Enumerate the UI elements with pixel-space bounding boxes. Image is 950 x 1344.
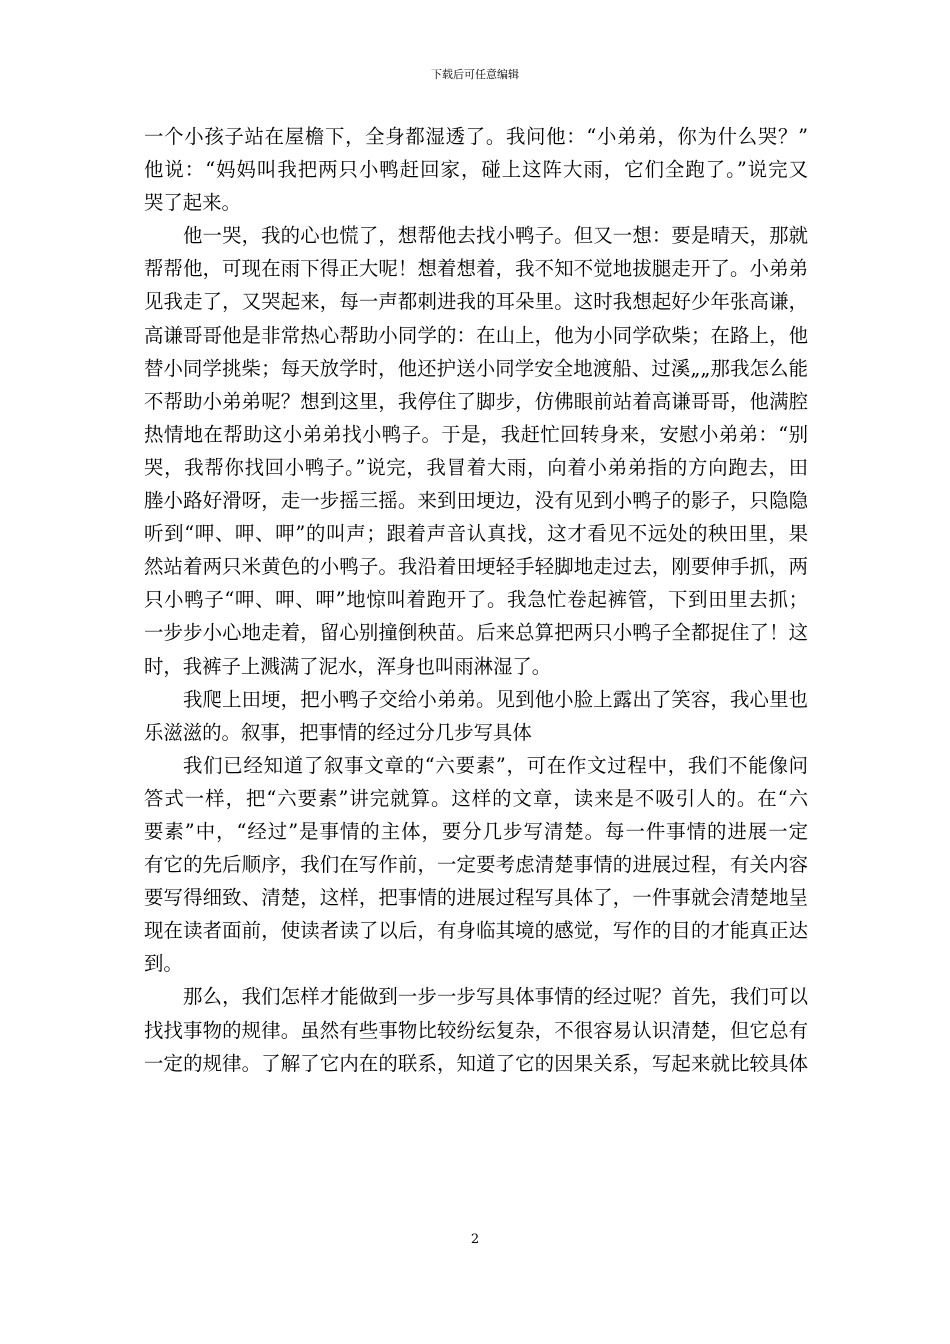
page-header: 下载后可任意编辑 xyxy=(431,68,519,81)
text-line: 热情地在帮助这小弟弟找小鸭子。于是，我赶忙回转身来，安慰小弟弟：“别 xyxy=(144,422,808,446)
text-line: 现在读者面前，使读者读了以后，有身临其境的感觉，写作的目的才能真正达 xyxy=(144,919,808,943)
text-line: 见我走了，又哭起来，每一声都刺进我的耳朵里。这时我想起好少年张高谦， xyxy=(144,290,808,314)
text-line: 听到“呷、呷、呷”的叫声；跟着声音认真找，这才看见不远处的秧田里，果 xyxy=(144,522,808,546)
text-line: 到。 xyxy=(144,952,183,976)
text-line: 要素”中，“经过”是事情的主体，要分几步写清楚。每一件事情的进展一定 xyxy=(144,819,808,843)
text-line: 一个小孩子站在屋檐下，全身都湿透了。我问他：“小弟弟，你为什么哭？” xyxy=(144,125,808,148)
text-line: 只小鸭子“呷、呷、呷”地惊叫着跑开了。我急忙卷起裤管，下到田里去抓； xyxy=(144,588,808,612)
text-line: 要写得细致、清楚，这样，把事情的进展过程写具体了，一件事就会清楚地呈 xyxy=(144,886,808,910)
text-line: 帮帮他，可现在雨下得正大呢！想着想着，我不知不觉地拔腿走开了。小弟弟 xyxy=(144,257,808,281)
text-line: 时，我裤子上溅满了泥水，浑身也叫雨淋湿了。 xyxy=(144,654,552,678)
text-line: 替小同学挑柴；每天放学时，他还护送小同学安全地渡船、过溪„„那我怎么能 xyxy=(144,356,808,380)
text-line: 我们已经知道了叙事文章的“六要素”，可在作文过程中，我们不能像问 xyxy=(183,753,808,777)
text-line: 高谦哥哥他是非常热心帮助小同学的：在山上，他为小同学砍柴；在路上，他 xyxy=(144,323,808,347)
text-line: 一步步小心地走着，留心别撞倒秧苗。后来总算把两只小鸭子全都捉住了！这 xyxy=(144,621,808,645)
text-line: 一定的规律。了解了它内在的联系，知道了它的因果关系，写起来就比较具体 xyxy=(144,1051,808,1075)
text-line: 有它的先后顺序，我们在写作前，一定要考虑清楚事情的进展过程，有关内容 xyxy=(144,853,808,877)
text-line: 然站着两只米黄色的小鸭子。我沿着田埂轻手轻脚地走过去，刚要伸手抓，两 xyxy=(144,555,808,579)
text-line: 他说：“妈妈叫我把两只小鸭赶回家，碰上这阵大雨，它们全跑了。”说完又 xyxy=(144,158,808,182)
document-body xyxy=(144,120,808,1080)
text-line: 乐滋滋的。叙事，把事情的经过分几步写具体 xyxy=(144,720,532,744)
text-line: 塍小路好滑呀，走一步摇三摇。来到田埂边，没有见到小鸭子的影子，只隐隐 xyxy=(144,489,808,513)
text-line: 找找事物的规律。虽然有些事物比较纷纭复杂，不很容易认识清楚，但它总有 xyxy=(144,1018,808,1042)
text-line: 不帮助小弟弟呢？想到这里，我停住了脚步，仿佛眼前站着高谦哥哥，他满腔 xyxy=(144,389,808,413)
text-line: 哭，我帮你找回小鸭子。”说完，我冒着大雨，向着小弟弟指的方向跑去，田 xyxy=(144,455,808,479)
text-line: 那么，我们怎样才能做到一步一步写具体事情的经过呢？首先，我们可以 xyxy=(183,985,808,1009)
text-line: 答式一样，把“六要素”讲完就算。这样的文章，读来是不吸引人的。在“六 xyxy=(144,786,808,810)
text-line: 我爬上田埂，把小鸭子交给小弟弟。见到他小脸上露出了笑容，我心里也 xyxy=(183,687,808,711)
text-line: 他一哭，我的心也慌了，想帮他去找小鸭子。但又一想：要是晴天，那就 xyxy=(183,224,808,248)
text-line: 哭了起来。 xyxy=(144,191,241,215)
page-number: 2 xyxy=(470,1232,480,1247)
